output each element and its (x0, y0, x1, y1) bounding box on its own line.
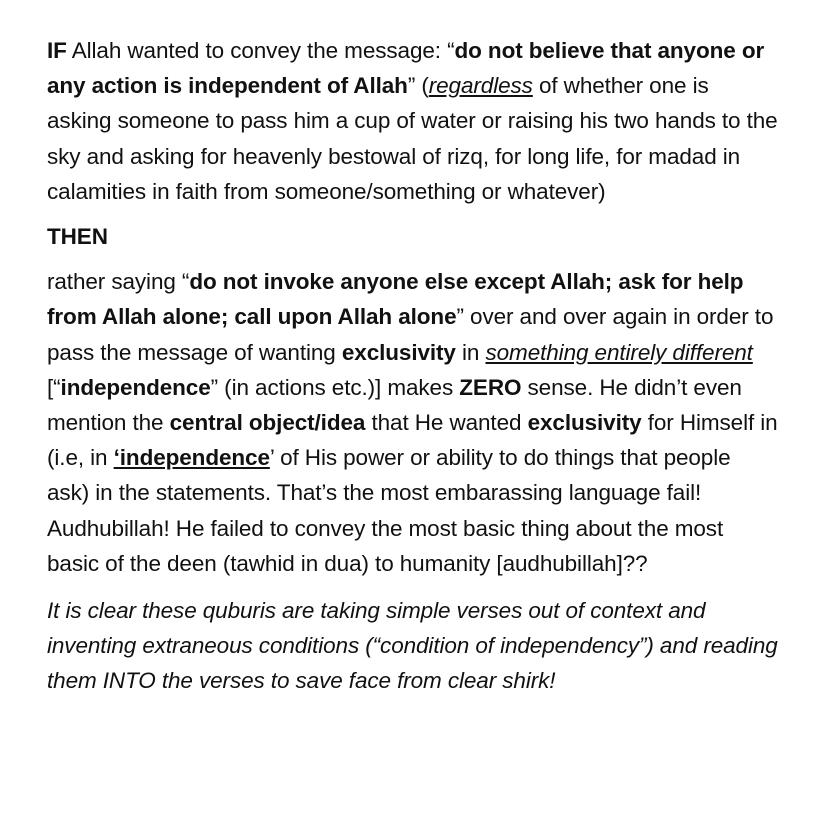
text-segment: of whether one is asking someone to pass him a cup of water or raising his two hands to the sky and asking for heavenly bestowal of rizq, for long life, for madad in calamities in faith from someone/something or whatever) (47, 73, 778, 204)
then-keyword: THEN (47, 224, 108, 250)
bold-word: exclusivity (527, 410, 642, 436)
paragraph-body (47, 264, 778, 581)
text-segment: in (455, 339, 486, 365)
bold-word: exclusivity (341, 339, 456, 365)
text-segment: ” over and over again in order to pass the message of wanting (47, 304, 774, 365)
paragraph-conclusion (47, 593, 778, 699)
text-segment: [“ (47, 374, 61, 400)
if-keyword: IF (47, 38, 67, 63)
text-segment: sense. He didn’t even mention the (47, 374, 742, 436)
bold-word: ZERO (459, 374, 522, 400)
text-segment: for Himself in (i.e, in (47, 410, 778, 471)
bold-word: independence (60, 374, 211, 400)
bold-phrase: central object/idea (169, 410, 366, 436)
paragraph-then (47, 219, 778, 254)
text-segment: Allah wanted to convey the message: “ (66, 38, 455, 63)
bold-quote: do not invoke anyone else except Allah; ask for help from Allah alone; call upon Allah alone (47, 269, 744, 330)
text-segment: rather saying “ (47, 269, 190, 295)
underlined-italic-phrase: something entirely different (485, 339, 753, 365)
text-segment: that He wanted (365, 410, 528, 436)
text-segment: ” (in actions etc.)] makes (210, 374, 460, 400)
paragraph-if (47, 33, 778, 209)
bold-quote: do not believe that anyone or any action is independent of Allah (47, 38, 765, 99)
text-segment: ’ of His power or ability to do things that people ask) in the statements. That’s the most embarassing language fail! Audhubillah! He failed to convey the most basic thing about the most basic of the deen (tawhid in dua) to humanity [audhubillah]?? (47, 445, 731, 576)
italic-text: It is clear these quburis are taking simple verses out of context and inventing extraneous conditions (“condition of independency”) and reading them INTO the verses to save face from clear shirk! (47, 598, 778, 694)
text-segment: ” ( (407, 73, 429, 99)
underlined-bold-word: ‘independence (113, 445, 270, 471)
underlined-italic-word: regardless (428, 73, 533, 99)
